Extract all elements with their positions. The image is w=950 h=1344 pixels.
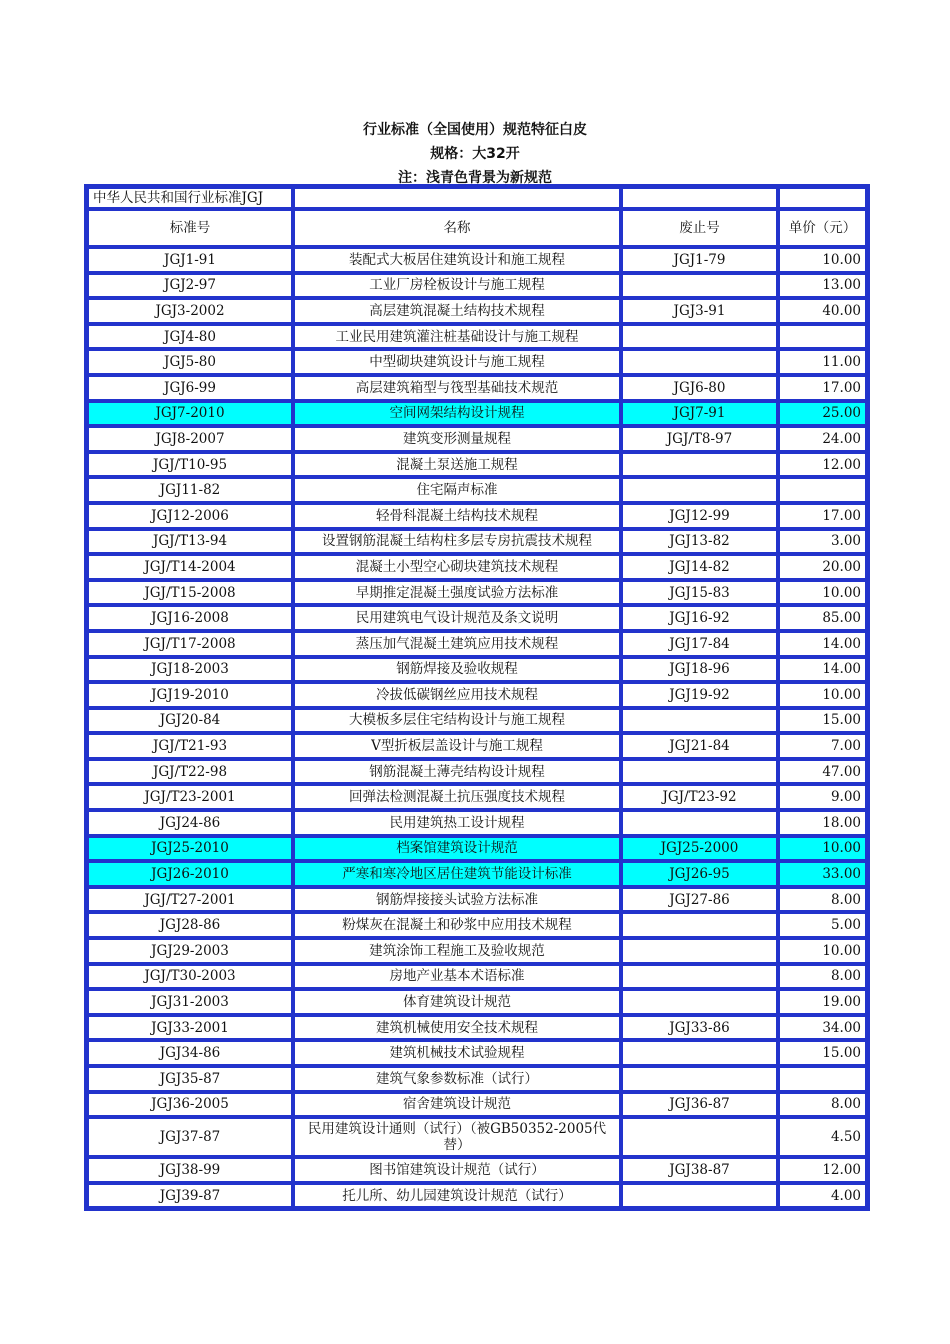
replaced-code-cell: JGJ13-82 [621, 529, 778, 555]
replaced-code-cell: JGJ12-99 [621, 503, 778, 529]
standard-name-cell: 设置钢筋混凝土结构柱多层专房抗震技术规程 [293, 529, 621, 555]
table-row [87, 1092, 867, 1118]
table-row [87, 580, 867, 606]
page-note: 注：浅青色背景为新规范 [398, 170, 552, 186]
empty-cell [778, 187, 867, 209]
table-row [87, 887, 867, 913]
table-row [87, 1015, 867, 1041]
table-row [87, 861, 867, 887]
standard-code-cell: JGJ/T15-2008 [87, 580, 293, 606]
replaced-code-cell: JGJ27-86 [621, 887, 778, 913]
replaced-code-cell: JGJ26-95 [621, 861, 778, 887]
standard-code-cell: JGJ20-84 [87, 708, 293, 734]
replaced-code-cell [621, 708, 778, 734]
standard-code-cell: JGJ34-86 [87, 1040, 293, 1066]
standard-name-cell: 蒸压加气混凝土建筑应用技术规程 [293, 631, 621, 657]
table-row [87, 733, 867, 759]
replaced-code-cell [621, 349, 778, 375]
standard-name-cell: 钢筋混凝土薄壳结构设计规程 [293, 759, 621, 785]
standard-code-cell: JGJ39-87 [87, 1183, 293, 1209]
standard-name-cell: 中型砌块建筑设计与施工规程 [293, 349, 621, 375]
standard-code-cell: JGJ29-2003 [87, 938, 293, 964]
standard-code-cell: JGJ6-99 [87, 375, 293, 401]
replaced-code-cell: JGJ/T23-92 [621, 784, 778, 810]
price-cell: 10.00 [778, 682, 867, 708]
header-code: 标准号 [87, 209, 293, 247]
price-cell: 15.00 [778, 708, 867, 734]
standard-name-cell: 宿舍建筑设计规范 [293, 1092, 621, 1118]
standard-code-cell: JGJ8-2007 [87, 426, 293, 452]
replaced-code-cell [621, 964, 778, 990]
standard-name-cell: 钢筋焊接接头试验方法标准 [293, 887, 621, 913]
price-cell: 20.00 [778, 554, 867, 580]
empty-cell [293, 187, 621, 209]
replaced-code-cell: JGJ16-92 [621, 605, 778, 631]
price-cell [778, 324, 867, 350]
replaced-code-cell: JGJ19-92 [621, 682, 778, 708]
standard-code-cell: JGJ7-2010 [87, 401, 293, 427]
replaced-code-cell [621, 938, 778, 964]
replaced-code-cell: JGJ14-82 [621, 554, 778, 580]
replaced-code-cell [621, 1183, 778, 1209]
price-cell: 25.00 [778, 401, 867, 427]
standard-code-cell: JGJ16-2008 [87, 605, 293, 631]
table-row [87, 964, 867, 990]
table-row [87, 324, 867, 350]
table-row [87, 989, 867, 1015]
empty-cell [621, 187, 778, 209]
replaced-code-cell: JGJ21-84 [621, 733, 778, 759]
standard-code-cell: JGJ36-2005 [87, 1092, 293, 1118]
standard-name-cell: 民用建筑设计通则（试行）（被GB50352-2005代替） [293, 1117, 621, 1157]
standard-name-cell: V型折板层盖设计与施工规程 [293, 733, 621, 759]
table-row [87, 631, 867, 657]
standard-name-cell: 工业厂房栓板设计与施工规程 [293, 273, 621, 299]
replaced-code-cell [621, 1117, 778, 1157]
table-row [87, 912, 867, 938]
price-cell: 8.00 [778, 964, 867, 990]
standard-code-cell: JGJ24-86 [87, 810, 293, 836]
standard-code-cell: JGJ/T17-2008 [87, 631, 293, 657]
replaced-code-cell: JGJ33-86 [621, 1015, 778, 1041]
price-cell: 9.00 [778, 784, 867, 810]
replaced-code-cell: JGJ3-91 [621, 298, 778, 324]
header-price: 单价（元） [778, 209, 867, 247]
price-cell: 33.00 [778, 861, 867, 887]
standard-code-cell: JGJ/T21-93 [87, 733, 293, 759]
replaced-code-cell: JGJ6-80 [621, 375, 778, 401]
standard-code-cell: JGJ1-91 [87, 247, 293, 273]
price-cell [778, 477, 867, 503]
standard-code-cell: JGJ/T10-95 [87, 452, 293, 478]
standard-name-cell: 空间网架结构设计规程 [293, 401, 621, 427]
table-row [87, 349, 867, 375]
standard-name-cell: 回弹法检测混凝土抗压强度技术规程 [293, 784, 621, 810]
table-row [87, 938, 867, 964]
price-cell: 3.00 [778, 529, 867, 555]
replaced-code-cell [621, 324, 778, 350]
table-row [87, 810, 867, 836]
replaced-code-cell [621, 1066, 778, 1092]
replaced-code-cell: JGJ7-91 [621, 401, 778, 427]
category-cell: 中华人民共和国行业标准JGJ [87, 187, 293, 209]
standard-code-cell: JGJ33-2001 [87, 1015, 293, 1041]
standard-name-cell: 建筑机械使用安全技术规程 [293, 1015, 621, 1041]
standard-code-cell: JGJ19-2010 [87, 682, 293, 708]
price-cell: 17.00 [778, 375, 867, 401]
replaced-code-cell [621, 912, 778, 938]
replaced-code-cell [621, 759, 778, 785]
price-cell: 18.00 [778, 810, 867, 836]
standard-code-cell: JGJ4-80 [87, 324, 293, 350]
price-cell: 85.00 [778, 605, 867, 631]
table-row [87, 1183, 867, 1209]
table-row [87, 1066, 867, 1092]
price-cell: 47.00 [778, 759, 867, 785]
standard-name-cell: 体育建筑设计规范 [293, 989, 621, 1015]
standard-name-cell: 钢筋焊接及验收规程 [293, 657, 621, 683]
table-row [87, 401, 867, 427]
standard-code-cell: JGJ11-82 [87, 477, 293, 503]
standard-name-cell: 托儿所、幼儿园建筑设计规范（试行） [293, 1183, 621, 1209]
standard-code-cell: JGJ3-2002 [87, 298, 293, 324]
standard-code-cell: JGJ12-2006 [87, 503, 293, 529]
price-cell: 8.00 [778, 887, 867, 913]
table-row [87, 1157, 867, 1183]
standard-code-cell: JGJ35-87 [87, 1066, 293, 1092]
price-cell: 12.00 [778, 1157, 867, 1183]
replaced-code-cell: JGJ36-87 [621, 1092, 778, 1118]
price-cell: 15.00 [778, 1040, 867, 1066]
price-cell: 10.00 [778, 247, 867, 273]
price-cell: 4.00 [778, 1183, 867, 1209]
standard-code-cell: JGJ/T22-98 [87, 759, 293, 785]
page-header [0, 118, 950, 190]
replaced-code-cell: JGJ25-2000 [621, 836, 778, 862]
header-replaced: 废止号 [621, 209, 778, 247]
price-cell: 13.00 [778, 273, 867, 299]
replaced-code-cell: JGJ/T8-97 [621, 426, 778, 452]
replaced-code-cell: JGJ15-83 [621, 580, 778, 606]
table-row [87, 375, 867, 401]
replaced-code-cell [621, 989, 778, 1015]
standard-name-cell: 严寒和寒冷地区居住建筑节能设计标准 [293, 861, 621, 887]
standard-name-cell: 图书馆建筑设计规范（试行） [293, 1157, 621, 1183]
table-row [87, 273, 867, 299]
table-row [87, 247, 867, 273]
standard-name-cell: 住宅隔声标准 [293, 477, 621, 503]
standard-name-cell: 大模板多层住宅结构设计与施工规程 [293, 708, 621, 734]
standard-name-cell: 档案馆建筑设计规范 [293, 836, 621, 862]
price-cell: 19.00 [778, 989, 867, 1015]
standard-name-cell: 房地产业基本术语标准 [293, 964, 621, 990]
standard-name-cell: 民用建筑电气设计规范及条文说明 [293, 605, 621, 631]
price-cell: 11.00 [778, 349, 867, 375]
standard-name-cell: 建筑机械技术试验规程 [293, 1040, 621, 1066]
table-row [87, 554, 867, 580]
replaced-code-cell: JGJ18-96 [621, 657, 778, 683]
table-row [87, 452, 867, 478]
standard-code-cell: JGJ/T23-2001 [87, 784, 293, 810]
table-row [87, 1117, 867, 1157]
standard-code-cell: JGJ/T30-2003 [87, 964, 293, 990]
price-cell: 34.00 [778, 1015, 867, 1041]
price-cell: 10.00 [778, 938, 867, 964]
price-cell: 24.00 [778, 426, 867, 452]
price-cell: 8.00 [778, 1092, 867, 1118]
replaced-code-cell: JGJ17-84 [621, 631, 778, 657]
standard-name-cell: 建筑气象参数标准（试行） [293, 1066, 621, 1092]
standard-code-cell: JGJ2-97 [87, 273, 293, 299]
standard-code-cell: JGJ/T27-2001 [87, 887, 293, 913]
standard-code-cell: JGJ5-80 [87, 349, 293, 375]
price-cell: 4.50 [778, 1117, 867, 1157]
category-row [87, 187, 867, 209]
standard-code-cell: JGJ31-2003 [87, 989, 293, 1015]
standard-code-cell: JGJ18-2003 [87, 657, 293, 683]
table-row [87, 298, 867, 324]
standard-code-cell: JGJ26-2010 [87, 861, 293, 887]
standard-name-cell: 建筑变形测量规程 [293, 426, 621, 452]
standard-name-cell: 轻骨科混凝土结构技术规程 [293, 503, 621, 529]
standard-name-cell: 早期推定混凝土强度试验方法标准 [293, 580, 621, 606]
page-title: 行业标准（全国使用）规范特征白皮 [363, 122, 587, 138]
standard-name-cell: 冷拔低碳钢丝应用技术规程 [293, 682, 621, 708]
standard-code-cell: JGJ/T13-94 [87, 529, 293, 555]
standards-table [84, 184, 870, 1211]
price-cell [778, 1066, 867, 1092]
standard-name-cell: 装配式大板居住建筑设计和施工规程 [293, 247, 621, 273]
replaced-code-cell: JGJ38-87 [621, 1157, 778, 1183]
table-row [87, 529, 867, 555]
table-row [87, 605, 867, 631]
standard-name-cell: 高层建筑箱型与筏型基础技术规范 [293, 375, 621, 401]
header-name: 名称 [293, 209, 621, 247]
standard-code-cell: JGJ/T14-2004 [87, 554, 293, 580]
price-cell: 14.00 [778, 631, 867, 657]
price-cell: 12.00 [778, 452, 867, 478]
price-cell: 40.00 [778, 298, 867, 324]
standard-name-cell: 混凝土泵送施工规程 [293, 452, 621, 478]
price-cell: 7.00 [778, 733, 867, 759]
price-cell: 5.00 [778, 912, 867, 938]
header-row [87, 209, 867, 247]
standard-name-cell: 建筑涂饰工程施工及验收规范 [293, 938, 621, 964]
table-row [87, 708, 867, 734]
standard-name-cell: 高层建筑混凝土结构技术规程 [293, 298, 621, 324]
table-row [87, 477, 867, 503]
replaced-code-cell [621, 810, 778, 836]
standard-code-cell: JGJ38-99 [87, 1157, 293, 1183]
standard-code-cell: JGJ25-2010 [87, 836, 293, 862]
standard-name-cell: 混凝土小型空心砌块建筑技术规程 [293, 554, 621, 580]
price-cell: 10.00 [778, 580, 867, 606]
table-row [87, 503, 867, 529]
replaced-code-cell [621, 273, 778, 299]
page-spec: 规格：大32开 [430, 146, 520, 162]
table-row [87, 784, 867, 810]
replaced-code-cell: JGJ1-79 [621, 247, 778, 273]
table-row [87, 759, 867, 785]
table-row [87, 682, 867, 708]
replaced-code-cell [621, 477, 778, 503]
price-cell: 10.00 [778, 836, 867, 862]
standard-name-cell: 粉煤灰在混凝土和砂浆中应用技术规程 [293, 912, 621, 938]
table-row [87, 657, 867, 683]
standards-table-wrapper [84, 184, 864, 1211]
table-row [87, 836, 867, 862]
price-cell: 14.00 [778, 657, 867, 683]
price-cell: 17.00 [778, 503, 867, 529]
standard-name-cell: 民用建筑热工设计规程 [293, 810, 621, 836]
table-row [87, 1040, 867, 1066]
replaced-code-cell [621, 1040, 778, 1066]
table-row [87, 426, 867, 452]
standard-code-cell: JGJ37-87 [87, 1117, 293, 1157]
standard-code-cell: JGJ28-86 [87, 912, 293, 938]
standard-name-cell: 工业民用建筑灌注桩基础设计与施工规程 [293, 324, 621, 350]
replaced-code-cell [621, 452, 778, 478]
